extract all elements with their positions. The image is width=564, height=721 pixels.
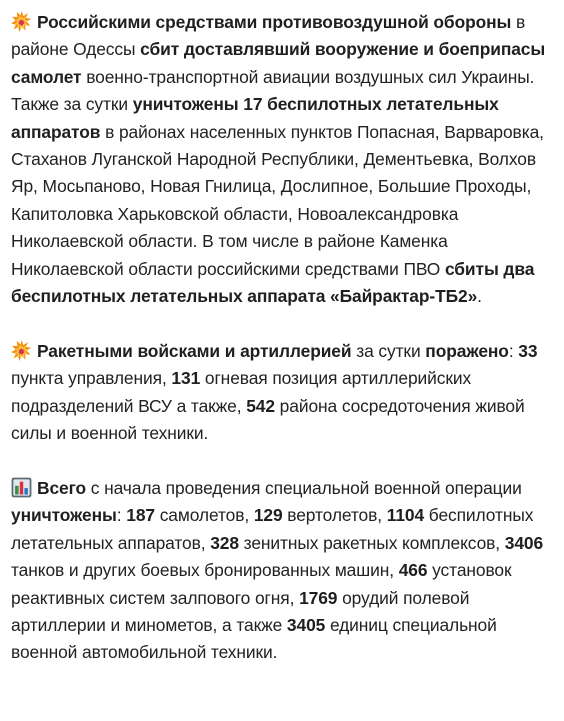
bold-text: Ракетными войсками и артиллерией (37, 340, 352, 361)
collision-icon (11, 11, 32, 32)
text: огневая позиция артиллерийских подразделений ВСУ а также, (11, 368, 472, 416)
bold-text: сбит доставлявший вооружение и боеприпасы самолет (11, 39, 546, 87)
bold-text: 328 (210, 532, 239, 553)
bold-text: 187 (126, 505, 155, 526)
bold-text: Всего (37, 477, 87, 498)
bold-text: 3405 (286, 614, 326, 635)
text: военно-транспортной авиации воздушных сил Украины. Также за сутки (11, 66, 535, 115)
paragraph-totals (11, 475, 554, 667)
bold-text: 33 (518, 340, 538, 361)
text: . (477, 286, 482, 307)
bold-text: 3406 (504, 532, 544, 553)
text: района сосредоточения живой силы и военной техники. (11, 395, 525, 444)
text: орудий полевой артиллерии и минометов, а также (11, 587, 470, 635)
collision-icon (11, 340, 32, 361)
paragraph-air-defense (11, 9, 554, 310)
bold-text: поражено (425, 340, 509, 361)
bold-text: 466 (398, 560, 428, 581)
text: : (116, 505, 127, 526)
text: в районах населенных пунктов Попасная, Варваровка, Стаханов Луганской Народной Республики, Дементьевка, Волхов Яр, Мосьпаново, Новая Гнилица, Дослипное, Большие Проходы, Капитоловка Харьковской области, Новоалександровка Николаевской области. В том числе в районе Каменка Николаевской области российскими средствами ПВО (11, 121, 544, 279)
text: : (508, 340, 519, 361)
bold-text: сбиты два беспилотных летательных аппарата «Байрактар-ТБ2» (11, 258, 535, 307)
paragraph-artillery (11, 338, 554, 448)
text: в районе Одессы (11, 12, 526, 60)
text: самолетов, (154, 505, 254, 526)
bold-text: 1769 (299, 587, 338, 608)
bold-text: 1104 (386, 505, 425, 526)
bar-chart-icon (11, 477, 32, 498)
text: единиц специальной военной автомобильной техники. (11, 614, 497, 663)
text: с начала проведения специальной военной операции (86, 477, 522, 498)
text: за сутки (351, 340, 426, 361)
text: беспилотных летательных аппаратов, (11, 505, 534, 553)
text: установок реактивных систем залпового огня, (11, 560, 512, 608)
bold-text: 129 (253, 505, 283, 526)
bold-text: уничтожены 17 беспилотных летательных аппаратов (11, 94, 499, 142)
text: пункта управления, (11, 368, 172, 389)
bold-text: 542 (246, 395, 275, 416)
bold-text: Российскими средствами противовоздушной обороны (37, 12, 512, 32)
bold-text: уничтожены (11, 505, 117, 526)
text: танков и других боевых бронированных машин, (11, 560, 399, 581)
bold-text: 131 (171, 368, 201, 389)
text: вертолетов, (282, 505, 387, 526)
text: зенитных ракетных комплексов, (238, 532, 505, 553)
